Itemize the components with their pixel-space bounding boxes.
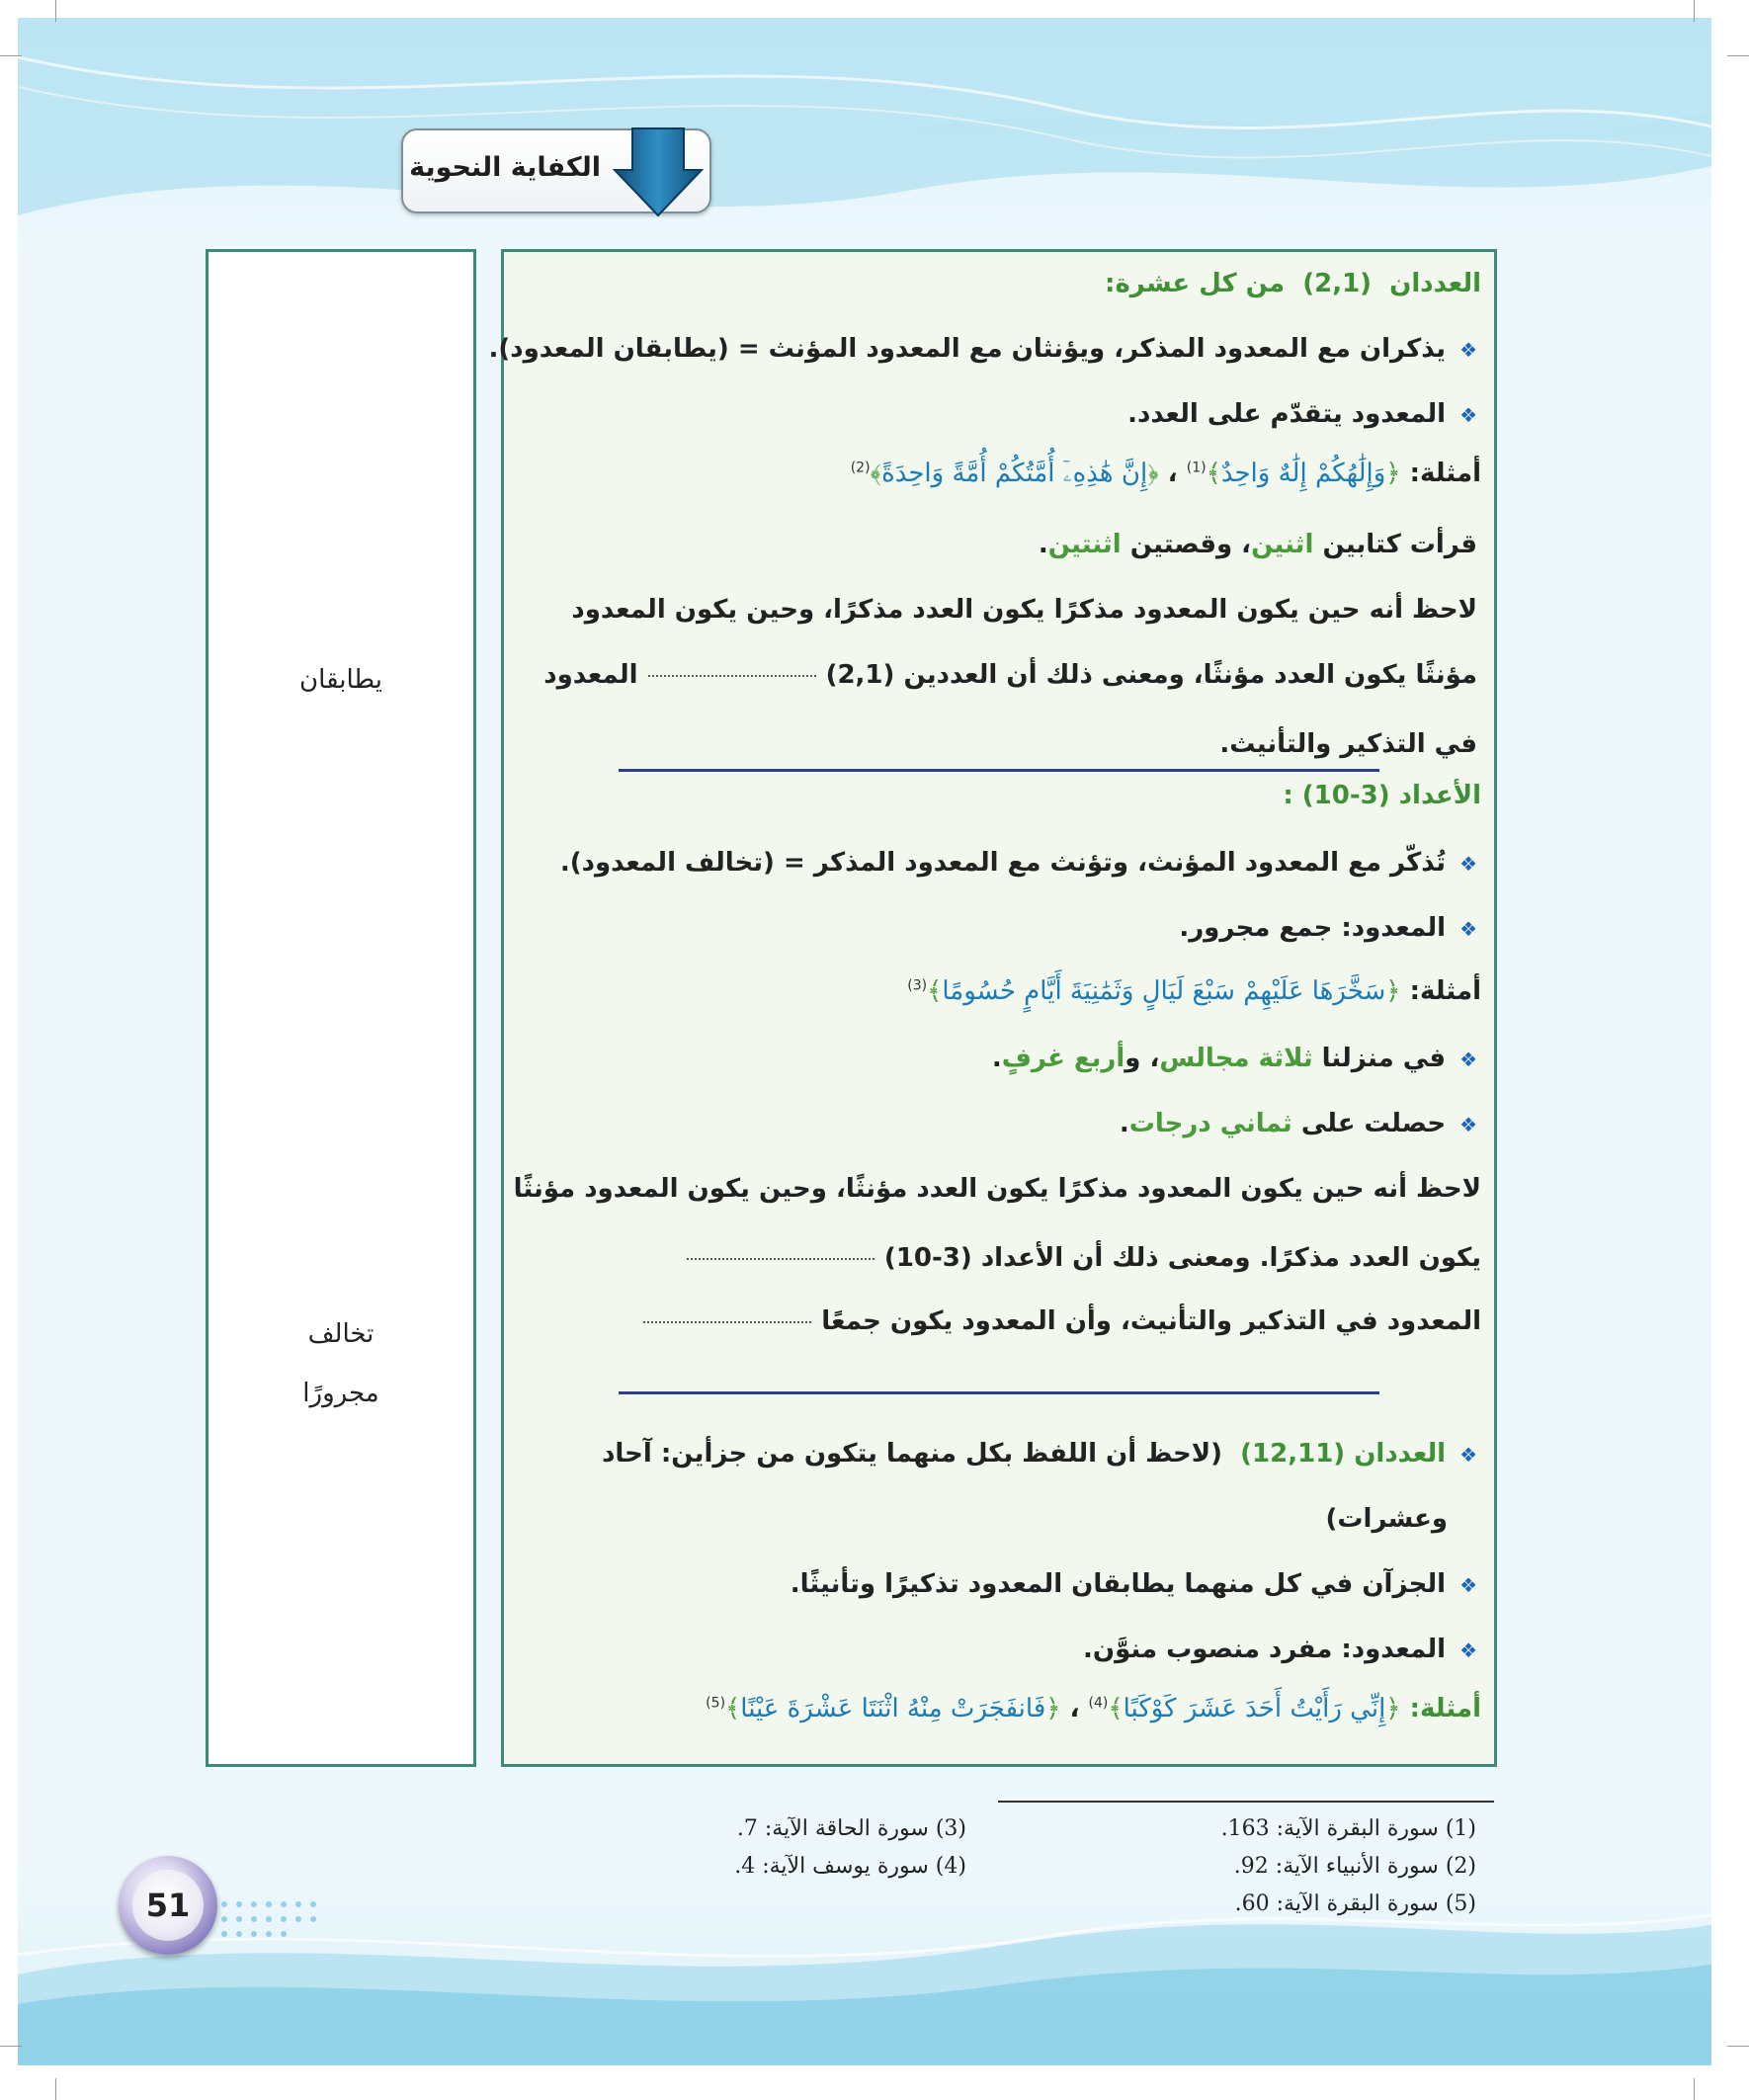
bullet-icon: ❖ (1459, 337, 1477, 362)
note-line: يكون العدد مذكرًا. ومعنى ذلك أن الأعداد (3-10) (677, 1243, 1481, 1273)
answer-column (206, 249, 476, 1767)
crop-mark (0, 55, 22, 56)
footnote: (2) سورة الأنبياء الآية: 92. (1233, 1854, 1476, 1879)
footnote: (4) سورة يوسف الآية: 4. (734, 1854, 966, 1879)
list-item: ❖المعدود يتقدّم على العدد. (1127, 399, 1477, 429)
bullet-icon: ❖ (1459, 1442, 1477, 1467)
list-item: ❖العددان (12,11) (لاحظ أن اللفظ بكل منهما يتكون من جزأين: آحاد (602, 1439, 1477, 1469)
list-item: ❖في منزلنا ثلاثة مجالس، وأربع غرفٍ. (991, 1044, 1477, 1073)
crop-mark (1694, 2078, 1695, 2100)
divider (619, 1391, 1379, 1394)
page-number-badge (119, 1856, 217, 1955)
crop-mark (55, 0, 56, 22)
section-1-title: العددان (2,1) من كل عشرة: (1105, 269, 1481, 298)
quran-verse: إِنَّ هَٰذِهِۦٓ أُمَّتُكُمْ أُمَّةً وَاحِدَةً (881, 459, 1148, 488)
list-item: ❖الجزآن في كل منهما يطابقان المعدود تذكيرًا وتأنيثًا. (790, 1569, 1477, 1599)
examples-line: أمثلة: ﴿إِنِّي رَأَيْتُ أَحَدَ عَشَرَ كَوْكَبًا﴾$^{(4)}$ ، ﴿فَانفَجَرَتْ مِنْهُ اثْنَتَا عَشْرَةَ عَيْنًا﴾$^{(5)}$ (706, 1694, 1481, 1723)
fill-blank (687, 1258, 874, 1260)
top-wave-decoration (18, 18, 1711, 245)
divider (619, 769, 1379, 772)
quran-verse: سَخَّرَهَا عَلَيْهِمْ سَبْعَ لَيَالٍ وَثَمَٰنِيَةَ أَيَّامٍ حُسُومًا (942, 976, 1386, 1006)
bullet-icon: ❖ (1459, 916, 1477, 941)
down-arrow-icon (613, 126, 704, 217)
fill-blank (643, 1321, 811, 1323)
note-line: مؤنثًا يكون العدد مؤنثًا، ومعنى ذلك أن العددين (2,1)المعدود (543, 660, 1477, 690)
bullet-icon: ❖ (1459, 1047, 1477, 1071)
quran-verse: فَانفَجَرَتْ مِنْهُ اثْنَتَا عَشْرَةَ عَيْنًا (740, 1694, 1046, 1723)
list-item: ❖تُذكّر مع المعدود المؤنث، وتؤنث مع المعدود المذكر = (تخالف المعدود). (559, 848, 1477, 878)
quran-verse: إِنِّي رَأَيْتُ أَحَدَ عَشَرَ كَوْكَبًا (1123, 1694, 1386, 1723)
bullet-icon: ❖ (1459, 1572, 1477, 1597)
crop-mark (0, 2046, 22, 2047)
section-title: الكفاية النحوية (409, 152, 601, 183)
answer-2: تخالف (307, 1319, 375, 1349)
answer-1: يطابقان (299, 665, 382, 695)
crop-mark (1727, 55, 1749, 56)
crop-mark (1694, 0, 1695, 22)
note-line: في التذكير والتأنيث. (1219, 729, 1477, 759)
crop-mark (55, 2078, 56, 2100)
note-line: لاحظ أنه حين يكون المعدود مذكرًا يكون العدد مؤنثًا، وحين يكون المعدود مؤنثًا (513, 1174, 1481, 1204)
crop-mark (1727, 2046, 1749, 2047)
bullet-icon: ❖ (1459, 1638, 1477, 1662)
page-number: 51 (132, 1870, 204, 1941)
bullet-icon: ❖ (1459, 402, 1477, 427)
list-item-continuation: وعشرات) (1325, 1504, 1448, 1534)
quran-verse: وَإِلَٰهُكُمْ إِلَٰهٌ وَاحِدٌ (1220, 459, 1386, 488)
bullet-icon: ❖ (1459, 851, 1477, 876)
list-item: ❖المعدود: مفرد منصوب منوَّن. (1083, 1635, 1477, 1664)
footnote: (5) سورة البقرة الآية: 60. (1234, 1891, 1476, 1916)
footnote-divider (998, 1801, 1494, 1803)
list-item: ❖المعدود: جمع مجرور. (1179, 913, 1477, 943)
bullet-icon: ❖ (1459, 1112, 1477, 1136)
note-line: لاحظ أنه حين يكون المعدود مذكرًا يكون العدد مذكرًا، وحين يكون المعدود (571, 595, 1477, 625)
examples-line: أمثلة: ﴿وَإِلَٰهُكُمْ إِلَٰهٌ وَاحِدٌ﴾$^{(1)}$ ، ﴿إِنَّ هَٰذِهِۦٓ أُمَّتُكُمْ أُمَّةً وَاحِدَةً﴾$^{(2)}$ (850, 459, 1481, 488)
section-2-title: الأعداد (3-10) : (1283, 781, 1481, 810)
list-item: ❖حصلت على ثماني درجات. (1119, 1109, 1477, 1138)
examples-line: أمثلة: ﴿سَخَّرَهَا عَلَيْهِمْ سَبْعَ لَيَالٍ وَثَمَٰنِيَةَ أَيَّامٍ حُسُومًا﴾$^{(3)}$ (907, 976, 1481, 1006)
answer-3: مجرورًا (302, 1379, 379, 1408)
footnote: (3) سورة الحاقة الآية: 7. (736, 1816, 966, 1841)
fill-blank (648, 675, 816, 677)
footnote: (1) سورة البقرة الآية: 163. (1220, 1816, 1476, 1841)
note-line: المعدود في التذكير والتأنيث، وأن المعدود يكون جمعًا (633, 1306, 1481, 1336)
example-sentence: قرأت كتابين اثنين، وقصتين اثنتين. (1038, 530, 1477, 559)
dots-decoration (219, 1899, 328, 1949)
list-item: ❖يذكران مع المعدود المذكر، ويؤنثان مع المعدود المؤنث = (يطابقان المعدود). (488, 334, 1477, 364)
